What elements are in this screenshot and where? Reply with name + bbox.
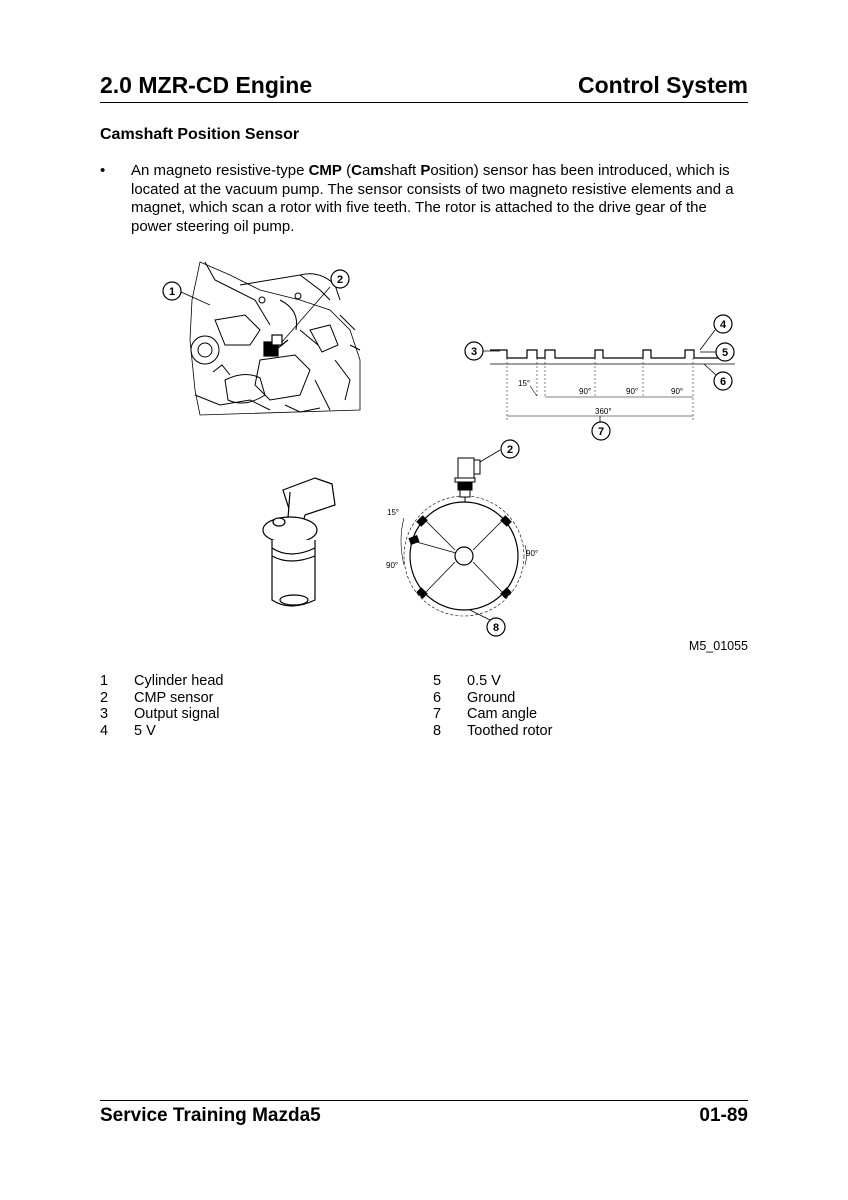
legend-label: Output signal [134, 706, 220, 722]
text-run: ( [341, 162, 352, 179]
cmp-sensor-on-engine [264, 335, 288, 356]
callout-2-rotor: 2 [506, 444, 514, 456]
legend-num: 6 [433, 689, 442, 706]
legend-label: CMP sensor [134, 689, 214, 706]
text-run: shaft [383, 162, 421, 179]
chapter-title: 2.0 MZR-CD Engine [100, 72, 313, 98]
angle-label-90-b: 90° [626, 387, 639, 396]
text-run-bold: P [420, 162, 431, 179]
section-title: Camshaft Position Sensor [100, 126, 300, 143]
callout-3: 3 [470, 346, 478, 358]
text-run: An magneto resistive-type [131, 162, 309, 179]
text-run: a [361, 162, 371, 179]
legend-label: Cylinder head [134, 673, 224, 689]
rotor-angle-15: 15° [387, 508, 400, 517]
legend-label: 0.5 V [467, 673, 501, 689]
rotor-angle-90-left: 90° [386, 561, 399, 570]
text-run-bold: CMP [308, 162, 342, 179]
page-header [100, 70, 748, 103]
bullet-text [131, 162, 748, 236]
angle-label-90-c: 90° [671, 387, 684, 396]
legend-num: 1 [100, 673, 109, 689]
callout-7: 7 [597, 426, 605, 438]
page-footer [100, 1100, 748, 1131]
rotor-angle-90-right: 90° [526, 549, 539, 558]
angle-label-15: 15° [518, 379, 531, 388]
legend-num: 8 [433, 722, 442, 739]
text-run-bold: C [351, 162, 362, 179]
footer-title: Service Training Mazda5 [100, 1105, 321, 1126]
angle-label-90-a: 90° [579, 387, 592, 396]
callout-markers [163, 270, 734, 636]
callout-8: 8 [492, 622, 500, 634]
legend-num: 4 [100, 722, 109, 739]
section-heading: Control System [578, 72, 748, 98]
cmp-sensor-above-rotor [455, 450, 500, 621]
legend-label: Ground [467, 689, 516, 706]
bullet-marker: • [100, 162, 106, 179]
callout-1: 1 [168, 286, 176, 298]
toothed-rotor [401, 496, 527, 616]
page-number: 01-89 [699, 1105, 748, 1126]
legend-label: Cam angle [467, 706, 538, 722]
legend-num: 7 [433, 706, 442, 722]
legend-num: 5 [433, 673, 442, 689]
callout-2: 2 [336, 274, 344, 286]
legend-num: 3 [100, 706, 109, 722]
callout-6: 6 [719, 376, 727, 388]
legend-label: 5 V [134, 722, 156, 739]
text-run: osition) sensor has been introduced, which is located at the vacuum pump. The sensor consists of two magneto resistive elements and a magnet, which scan a rotor with five teeth. The rotor is attached to the drive gear of the power steering oil pump. [131, 162, 734, 235]
callout-4: 4 [719, 319, 727, 331]
cmp-sensor-figure [150, 255, 750, 650]
output-signal-waveform [490, 350, 735, 364]
callout-5: 5 [721, 347, 729, 359]
figure-id: M5_01055 [688, 639, 748, 653]
cmp-sensor-illustration [263, 478, 335, 606]
legend-num: 2 [100, 689, 109, 706]
angle-label-360: 360° [595, 407, 612, 416]
legend-label: Toothed rotor [467, 722, 553, 739]
text-run-bold: m [370, 162, 384, 179]
